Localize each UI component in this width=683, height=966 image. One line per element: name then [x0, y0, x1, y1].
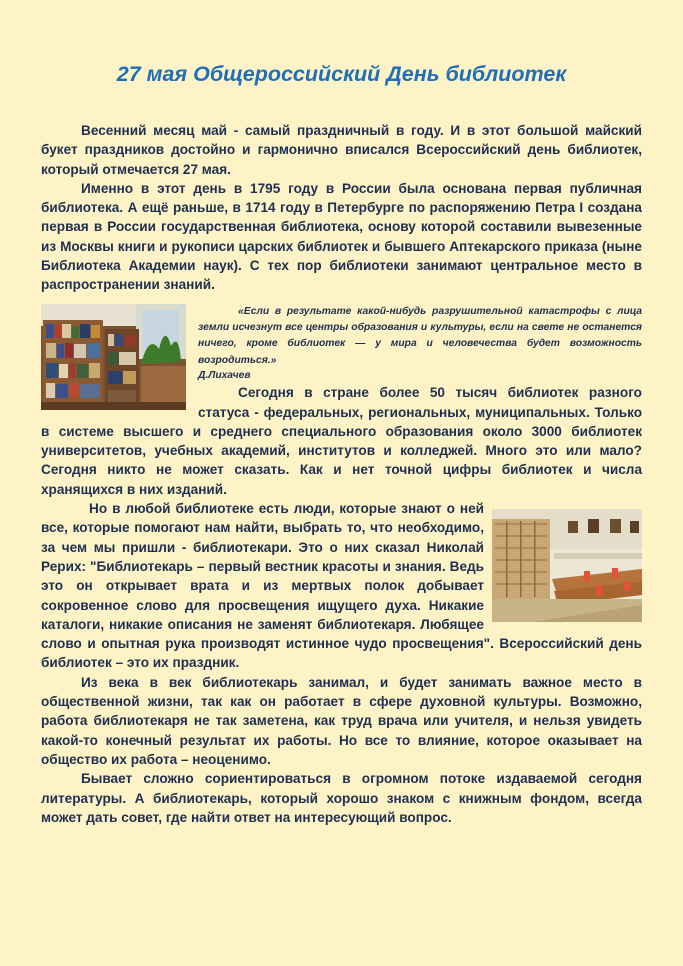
paragraph-librarians-text: Но в любой библиотеке есть люди, которые знают о ней все, которые помогают нам найти, выбрать то, что необходимо, за чем мы пришли - библиотекари. Это о них сказал Николай Рерих: "Библиотекарь – первый вестник красоты и знания. Ведь это он открывает врата и из мертвых полок добывает сокровенное слово для просвещения ищущего духа. Никакие каталоги, никакие описания не заменят библиотекаря. Любящее слово и опытная рука производят истинное чудо просвещения". Всероссийский день библиотек – это их праздник. — [41, 501, 642, 671]
quote-author: Д.Лихачев — [198, 370, 251, 382]
likhachev-quote: «Если в результате какой-нибудь разрушительной катастрофы с лица земли исчезнут все центры образования и культуры, если на свете не останется ничего, кроме библиотек — у мира и человечества будет возможность возродиться.» — [198, 305, 642, 366]
bookshelves-photo — [41, 304, 186, 410]
reading-room-photo — [492, 509, 642, 622]
paragraph-advice: Бывает сложно сориентироваться в огромном потоке издаваемой сегодня литературы. А библиотекарь, который хорошо знаком с книжным фондом, всегда может дать совет, где найти ответ на интересующий вопрос. — [41, 771, 642, 825]
page-title: 27 мая Общероссийский День библиотек — [116, 62, 567, 86]
article-body — [41, 121, 642, 827]
paragraph-librarians — [41, 499, 642, 673]
paragraph-intro: Весенний месяц май - самый праздничный в году. И в этот большой майский букет праздников достойно и гармонично вписался Всероссийский день библиотек, который отмечается 27 мая. — [41, 123, 642, 177]
paragraph-role: Из века в век библиотекарь занимал, и будет занимать важное место в общественной жизни, так как он работает в сфере духовной культуры. Возможно, работа библиотекаря не так заметена, как труд врача или учителя, и нельзя увидеть какой-то конечный результат их работы. Но все то влияние, которое оказывает на общество их работа – неоценимо. — [41, 674, 642, 767]
paragraph-statistics: Сегодня в стране более 50 тысяч библиотек разного статуса - федеральных, региональных, муниципальных. Только в системе высшего и среднего специального образования около 3000 библиотек университетов, учебных академий, институтов и колледжей. Много это или мало? Сегодня никто не может сказать. Как и нет точной цифры библиотек и числа хранящихся в них изданий. — [41, 385, 642, 497]
paragraph-history: Именно в этот день в 1795 году в России была основана первая публичная библиотека. А ещё раньше, в 1714 году в Петербурге по распоряжению Петра I создана первая в России государственная библиотека, основу которой составили вывезенные из Москвы книги и рукописи царских библиотек и бывшего Аптекарского приказа (ныне Библиотека Академии наук). С тех пор библиотеки занимают центральное место в распространении знаний. — [41, 180, 642, 293]
